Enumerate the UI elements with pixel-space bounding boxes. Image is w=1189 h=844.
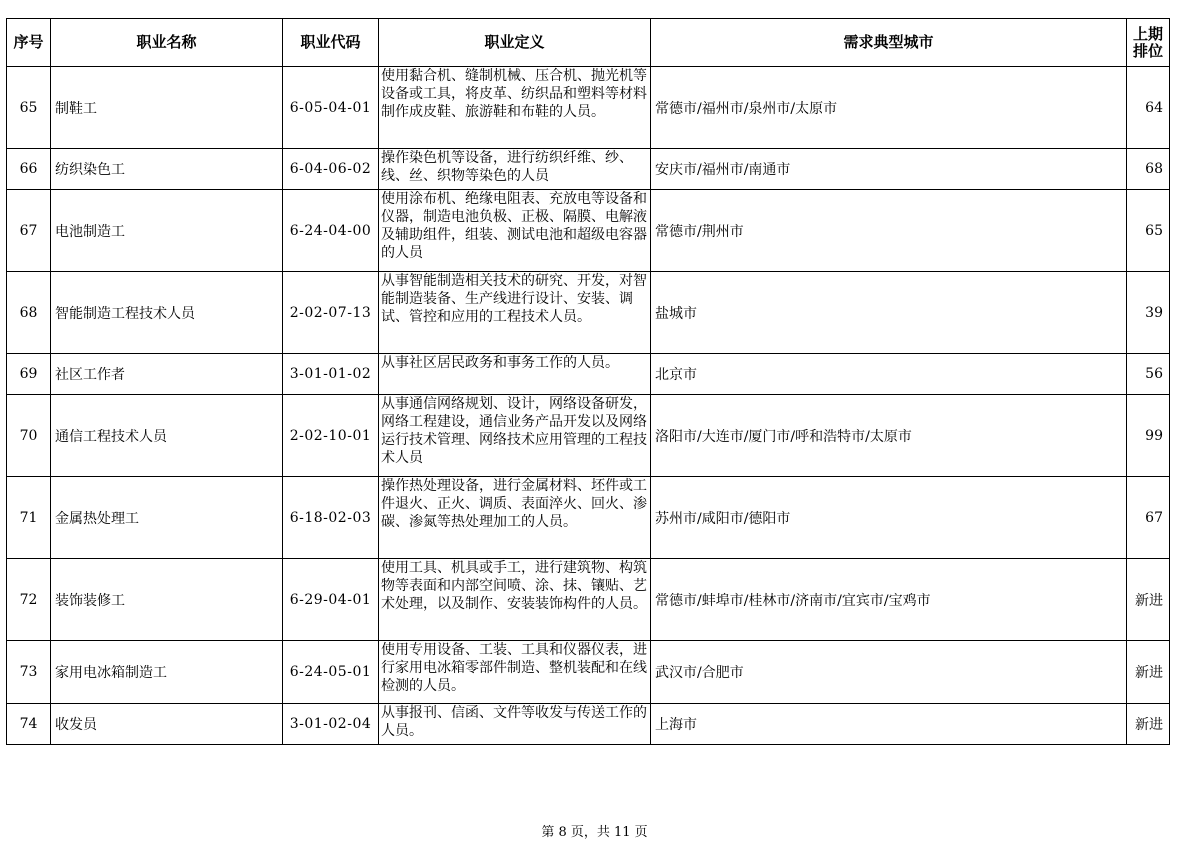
occupation-name: 收发员 (51, 704, 283, 745)
demand-cities: 苏州市/咸阳市/德阳市 (651, 477, 1127, 559)
occupation-table (6, 18, 1170, 745)
header-code: 职业代码 (283, 19, 379, 67)
occupation-definition: 从事报刊、信函、文件等收发与传送工作的人员。 (379, 704, 651, 745)
occupation-definition: 从事社区居民政务和事务工作的人员。 (379, 354, 651, 395)
demand-cities: 常德市/蚌埠市/桂林市/济南市/宜宾市/宝鸡市 (651, 559, 1127, 641)
row-number: 66 (7, 149, 51, 190)
header-prev-rank: 上期 排位 (1127, 19, 1170, 67)
previous-rank: 新进 (1127, 641, 1170, 704)
occupation-code: 6-04-06-02 (283, 149, 379, 190)
occupation-code: 6-24-05-01 (283, 641, 379, 704)
row-number: 72 (7, 559, 51, 641)
table-row (7, 67, 1170, 149)
row-number: 73 (7, 641, 51, 704)
table-row (7, 641, 1170, 704)
occupation-code: 6-05-04-01 (283, 67, 379, 149)
header-no: 序号 (7, 19, 51, 67)
table-row (7, 704, 1170, 745)
previous-rank: 68 (1127, 149, 1170, 190)
occupation-code: 6-24-04-00 (283, 190, 379, 272)
header-cities: 需求典型城市 (651, 19, 1127, 67)
occupation-code: 3-01-02-04 (283, 704, 379, 745)
occupation-name: 电池制造工 (51, 190, 283, 272)
row-number: 71 (7, 477, 51, 559)
page-footer: 第 8 页，共 11 页 (541, 825, 648, 840)
demand-cities: 武汉市/合肥市 (651, 641, 1127, 704)
occupation-name: 通信工程技术人员 (51, 395, 283, 477)
previous-rank: 新进 (1127, 559, 1170, 641)
header-name: 职业名称 (51, 19, 283, 67)
demand-cities: 洛阳市/大连市/厦门市/呼和浩特市/太原市 (651, 395, 1127, 477)
occupation-name: 金属热处理工 (51, 477, 283, 559)
occupation-definition: 使用涂布机、绝缘电阻表、充放电等设备和仪器，制造电池负极、正极、隔膜、电解液及辅助组件，组装、测试电池和超级电容器的人员 (379, 190, 651, 272)
row-number: 70 (7, 395, 51, 477)
previous-rank: 67 (1127, 477, 1170, 559)
previous-rank: 64 (1127, 67, 1170, 149)
table-row (7, 477, 1170, 559)
row-number: 65 (7, 67, 51, 149)
demand-cities: 常德市/荆州市 (651, 190, 1127, 272)
occupation-name: 社区工作者 (51, 354, 283, 395)
header-row (7, 19, 1170, 67)
table-row (7, 395, 1170, 477)
occupation-definition: 使用黏合机、缝制机械、压合机、抛光机等设备或工具，将皮革、纺织品和塑料等材料制作成皮鞋、旅游鞋和布鞋的人员。 (379, 67, 651, 149)
demand-cities: 常德市/福州市/泉州市/太原市 (651, 67, 1127, 149)
table-row (7, 559, 1170, 641)
occupation-definition: 从事通信网络规划、设计，网络设备研发，网络工程建设，通信业务产品开发以及网络运行技术管理、网络技术应用管理的工程技术人员 (379, 395, 651, 477)
occupation-code: 2-02-10-01 (283, 395, 379, 477)
occupation-definition: 操作染色机等设备，进行纺织纤维、纱、线、丝、织物等染色的人员 (379, 149, 651, 190)
demand-cities: 盐城市 (651, 272, 1127, 354)
table-row (7, 149, 1170, 190)
row-number: 74 (7, 704, 51, 745)
table-row (7, 272, 1170, 354)
occupation-code: 2-02-07-13 (283, 272, 379, 354)
row-number: 67 (7, 190, 51, 272)
occupation-code: 6-29-04-01 (283, 559, 379, 641)
previous-rank: 56 (1127, 354, 1170, 395)
previous-rank: 99 (1127, 395, 1170, 477)
previous-rank: 65 (1127, 190, 1170, 272)
demand-cities: 北京市 (651, 354, 1127, 395)
table-row (7, 190, 1170, 272)
occupation-definition: 使用专用设备、工装、工具和仪器仪表，进行家用电冰箱零部件制造、整机装配和在线检测的人员。 (379, 641, 651, 704)
occupation-code: 3-01-01-02 (283, 354, 379, 395)
occupation-definition: 从事智能制造相关技术的研究、开发，对智能制造装备、生产线进行设计、安装、调试、管控和应用的工程技术人员。 (379, 272, 651, 354)
occupation-definition: 操作热处理设备，进行金属材料、坯件或工件退火、正火、调质、表面淬火、回火、渗碳、渗氮等热处理加工的人员。 (379, 477, 651, 559)
row-number: 69 (7, 354, 51, 395)
previous-rank: 新进 (1127, 704, 1170, 745)
previous-rank: 39 (1127, 272, 1170, 354)
occupation-definition: 使用工具、机具或手工，进行建筑物、构筑物等表面和内部空间喷、涂、抹、镶贴、艺术处理，以及制作、安装装饰构件的人员。 (379, 559, 651, 641)
occupation-code: 6-18-02-03 (283, 477, 379, 559)
demand-cities: 安庆市/福州市/南通市 (651, 149, 1127, 190)
table-row (7, 354, 1170, 395)
demand-cities: 上海市 (651, 704, 1127, 745)
row-number: 68 (7, 272, 51, 354)
occupation-name: 家用电冰箱制造工 (51, 641, 283, 704)
header-definition: 职业定义 (379, 19, 651, 67)
occupation-name: 纺织染色工 (51, 149, 283, 190)
occupation-name: 制鞋工 (51, 67, 283, 149)
occupation-name: 装饰装修工 (51, 559, 283, 641)
occupation-name: 智能制造工程技术人员 (51, 272, 283, 354)
